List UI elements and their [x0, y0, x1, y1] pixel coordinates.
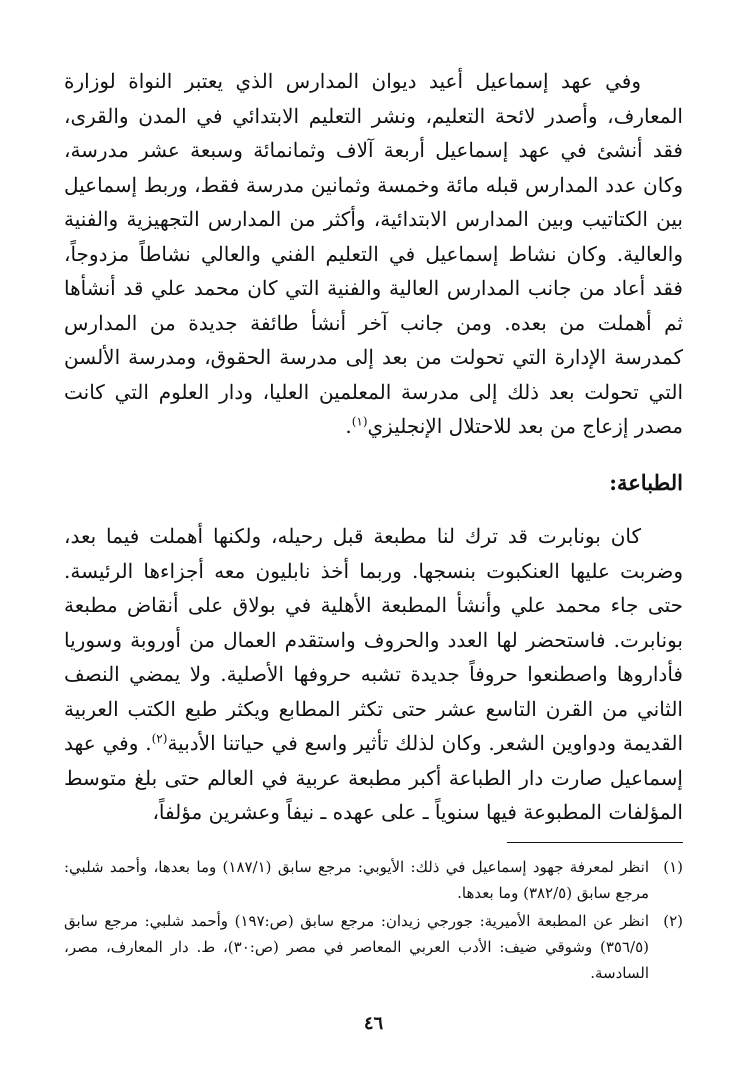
paragraph-education [64, 64, 683, 444]
paragraph-printing [64, 519, 683, 830]
footnote-ref-1: (١) [351, 414, 368, 429]
section-heading-printing: الطباعة: [609, 470, 683, 495]
footnote-number: (٢) [663, 912, 683, 930]
page-number: ٤٦ [363, 1013, 384, 1034]
paragraph-education-end: . [345, 414, 352, 438]
footnote-2 [64, 908, 683, 986]
footnote-number: (١) [663, 858, 683, 876]
book-page [64, 56, 683, 1070]
paragraph-printing-text-a: كان بونابرت قد ترك لنا مطبعة قبل رحيله، ولكنها أهملت فيما بعد، وضربت عليها العنكبوت بنسجها. وربما أخذ نابليون معه أجزاءها الرئيسة. حتى جاء محمد علي وأنشأ المطبعة الأهلية في بولاق على أنقاض مطبعة بونابرت. فاستحضر لها العدد والحروف واستقدم العمال من أوروبة وسوريا فأداروها واصطنعوا حروفاً جديدة تشبه حروفها الأصلية. ولا يمضي النصف الثاني من القرن التاسع عشر حتى تكثر المطابع ويكثر طبع الكتب العربية القديمة ودواوين الشعر. وكان لذلك تأثير واسع في حياتنا الأدبية [64, 524, 683, 755]
footnote-1 [64, 854, 683, 906]
footnote-separator [507, 842, 683, 843]
footnotes [64, 854, 683, 988]
footnote-text: انظر لمعرفة جهود إسماعيل في ذلك: الأيوبي: مرجع سابق (١٨٧/١) وما بعدها، وأحمد شلبي: مرجع سابق (٣٨٢/٥) وما بعدها. [64, 858, 649, 902]
paragraph-education-text: وفي عهد إسماعيل أعيد ديوان المدارس الذي يعتبر النواة لوزارة المعارف، وأصدر لائحة التعليم، ونشر التعليم الابتدائي في المدن والقرى، فقد أنشئ في عهد إسماعيل أربعة آلاف وثمانمائة وسبعة عشر مدرسة، وكان عدد المدارس قبله مائة وخمسة وثمانين مدرسة فقط، وربط إسماعيل بين الكتاتيب وبين المدارس الابتدائية، وأكثر من المدارس التجهيزية والفنية والعالية. وكان نشاط إسماعيل في التعليم الفني والعالي نشاطاً مزدوجاً، فقد أعاد من جانب المدارس العالية والفنية التي كان محمد علي قد أنشأها ثم أهملت من بعده. ومن جانب آخر أنشأ طائفة جديدة من المدارس كمدرسة الإدارة التي تحولت من بعد إلى مدرسة الحقوق، ومدرسة الألسن التي تحولت بعد ذلك إلى مدرسة المعلمين العليا، ودار العلوم التي كانت مصدر إزعاج من بعد للاحتلال الإنجليزي [64, 69, 684, 438]
paragraph-printing-text-b: . وفي عهد إسماعيل صارت دار الطباعة أكبر مطبعة عربية في العالم حتى بلغ متوسط المؤلفات المطبوعة فيها سنوياً ـ على عهده ـ نيفاً وعشرين مؤلفاً، [64, 731, 683, 824]
footnote-text: انظر عن المطبعة الأميرية: جورجي زيدان: مرجع سابق (ص:١٩٧) وأحمد شلبي: مرجع سابق (٣٥٦/٥) وشوقي ضيف: الأدب العربي المعاصر في مصر (ص:٣٠)، ط. دار المعارف، مصر، السادسة. [64, 912, 649, 982]
footnote-ref-2: (٢) [151, 731, 168, 746]
